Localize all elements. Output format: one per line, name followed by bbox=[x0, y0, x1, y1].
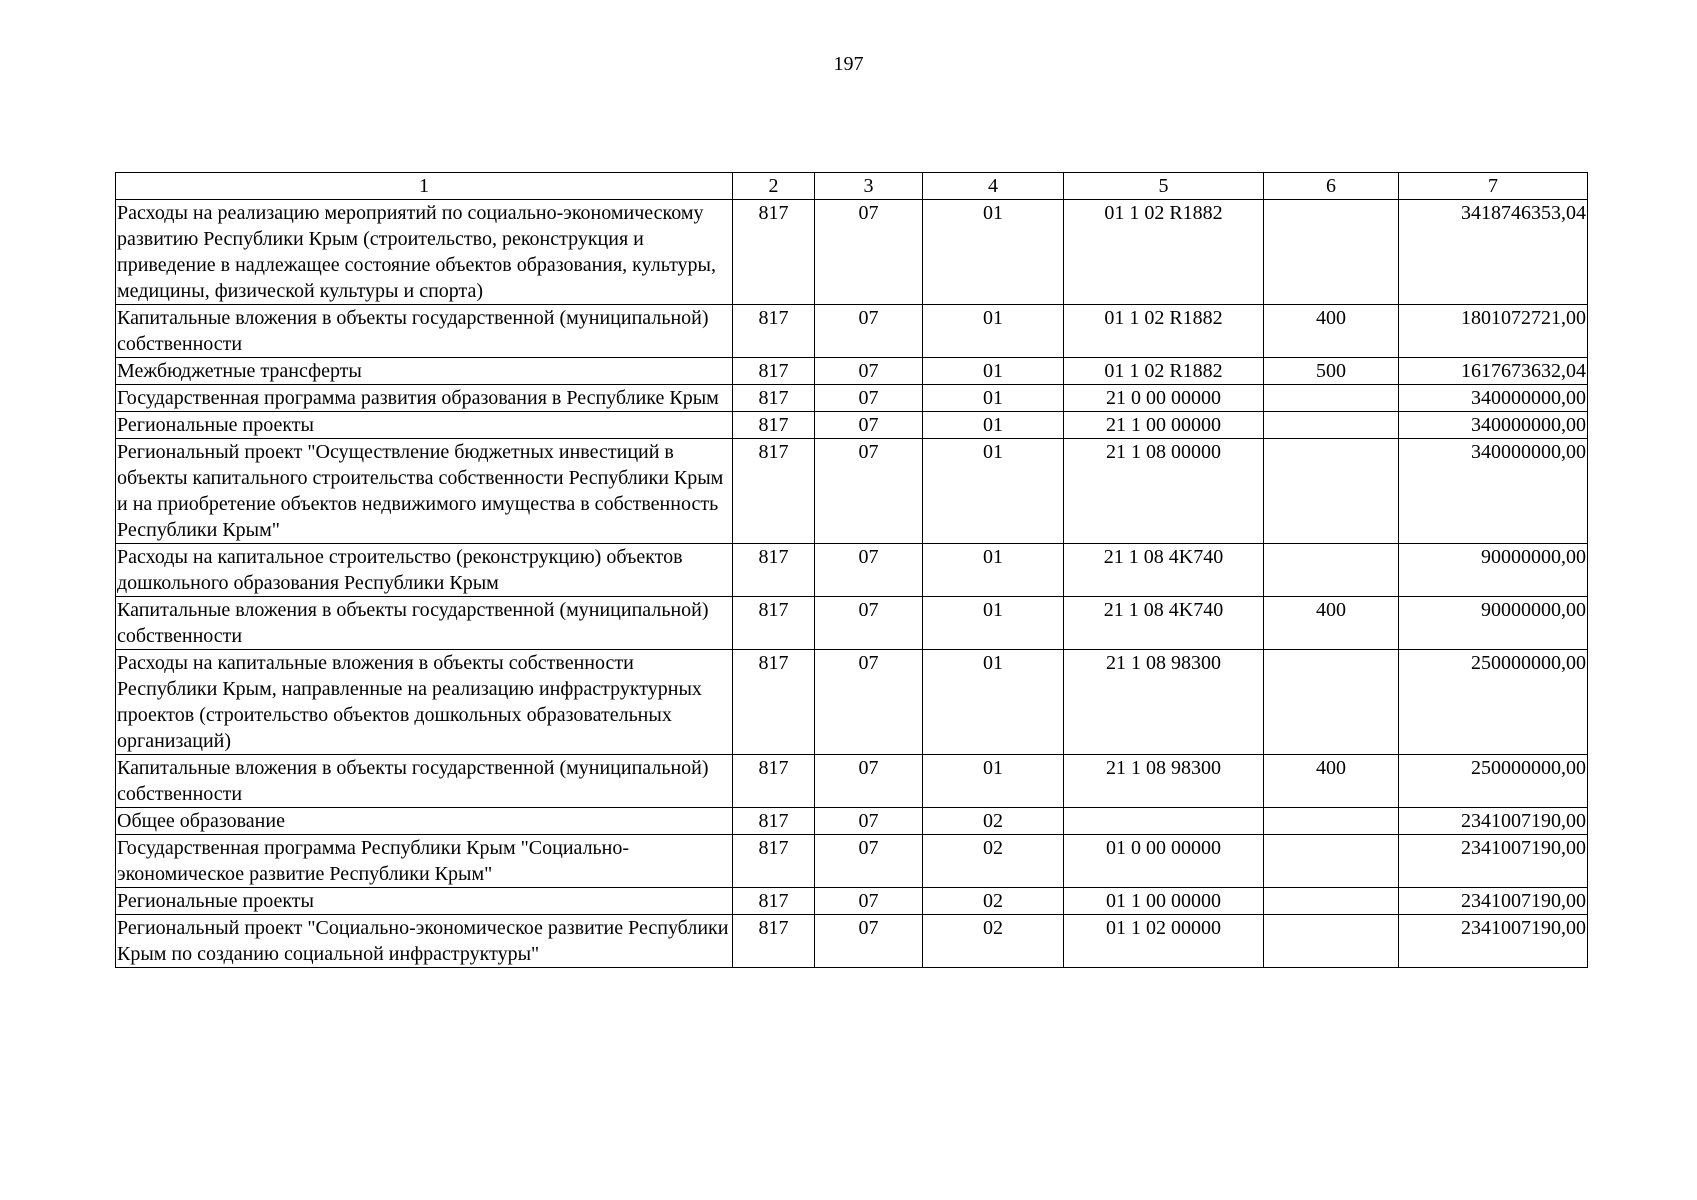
row-col-5: 21 1 08 98300 bbox=[1064, 650, 1264, 755]
row-amount: 1801072721,00 bbox=[1399, 305, 1588, 358]
row-col-3: 07 bbox=[815, 412, 923, 439]
row-description: Региональный проект "Осуществление бюджетных инвестиций в объекты капитального строительства собственности Республики Крым и на приобретение объектов недвижимого имущества в собственность Республики Крым" bbox=[116, 439, 733, 544]
row-col-3: 07 bbox=[815, 650, 923, 755]
table-row bbox=[116, 358, 1588, 385]
row-description: Региональные проекты bbox=[116, 412, 733, 439]
row-col-3: 07 bbox=[815, 544, 923, 597]
row-col-4: 01 bbox=[923, 358, 1064, 385]
row-col-4: 01 bbox=[923, 305, 1064, 358]
row-col-2: 817 bbox=[733, 412, 815, 439]
row-col-2: 817 bbox=[733, 385, 815, 412]
row-description: Расходы на реализацию мероприятий по социально-экономическому развитию Республики Крым (строительство, реконструкция и приведение в надлежащее состояние объектов образования, культуры, медицины, физической культуры и спорта) bbox=[116, 200, 733, 305]
row-col-4: 01 bbox=[923, 200, 1064, 305]
column-header-6: 6 bbox=[1264, 173, 1399, 200]
row-description: Капитальные вложения в объекты государственной (муниципальной) собственности bbox=[116, 597, 733, 650]
row-col-6 bbox=[1264, 385, 1399, 412]
page-number: 197 bbox=[833, 53, 864, 75]
row-col-2: 817 bbox=[733, 200, 815, 305]
row-col-3: 07 bbox=[815, 305, 923, 358]
table-row bbox=[116, 200, 1588, 305]
table-row bbox=[116, 650, 1588, 755]
row-col-6 bbox=[1264, 835, 1399, 888]
row-col-3: 07 bbox=[815, 888, 923, 915]
row-col-6: 400 bbox=[1264, 755, 1399, 808]
row-col-6 bbox=[1264, 915, 1399, 968]
row-amount: 2341007190,00 bbox=[1399, 888, 1588, 915]
row-col-3: 07 bbox=[815, 597, 923, 650]
budget-table bbox=[115, 172, 1588, 968]
row-col-2: 817 bbox=[733, 650, 815, 755]
row-amount: 3418746353,04 bbox=[1399, 200, 1588, 305]
row-description: Региональные проекты bbox=[116, 888, 733, 915]
row-amount: 340000000,00 bbox=[1399, 439, 1588, 544]
row-col-6 bbox=[1264, 439, 1399, 544]
row-col-3: 07 bbox=[815, 385, 923, 412]
row-col-6 bbox=[1264, 200, 1399, 305]
table-row bbox=[116, 808, 1588, 835]
row-col-5 bbox=[1064, 808, 1264, 835]
row-col-2: 817 bbox=[733, 597, 815, 650]
row-col-4: 01 bbox=[923, 385, 1064, 412]
row-amount: 340000000,00 bbox=[1399, 385, 1588, 412]
column-header-1: 1 bbox=[116, 173, 733, 200]
row-col-3: 07 bbox=[815, 808, 923, 835]
row-col-4: 02 bbox=[923, 915, 1064, 968]
row-col-2: 817 bbox=[733, 755, 815, 808]
row-col-2: 817 bbox=[733, 808, 815, 835]
row-col-6: 400 bbox=[1264, 597, 1399, 650]
row-col-2: 817 bbox=[733, 915, 815, 968]
row-col-3: 07 bbox=[815, 358, 923, 385]
row-col-2: 817 bbox=[733, 888, 815, 915]
row-description: Капитальные вложения в объекты государственной (муниципальной) собственности bbox=[116, 755, 733, 808]
row-col-3: 07 bbox=[815, 835, 923, 888]
row-amount: 2341007190,00 bbox=[1399, 915, 1588, 968]
column-header-7: 7 bbox=[1399, 173, 1588, 200]
column-header-2: 2 bbox=[733, 173, 815, 200]
row-col-5: 01 1 02 00000 bbox=[1064, 915, 1264, 968]
table-row bbox=[116, 385, 1588, 412]
header-row bbox=[116, 173, 1588, 200]
table-row bbox=[116, 597, 1588, 650]
table-row bbox=[116, 755, 1588, 808]
row-col-6 bbox=[1264, 888, 1399, 915]
row-description: Государственная программа Республики Крым "Социально-экономическое развитие Республики Крым" bbox=[116, 835, 733, 888]
table-row bbox=[116, 439, 1588, 544]
row-description: Региональный проект "Социально-экономическое развитие Республики Крым по созданию социальной инфраструктуры" bbox=[116, 915, 733, 968]
row-description: Капитальные вложения в объекты государственной (муниципальной) собственности bbox=[116, 305, 733, 358]
row-col-4: 01 bbox=[923, 439, 1064, 544]
row-col-3: 07 bbox=[815, 439, 923, 544]
row-col-4: 01 bbox=[923, 412, 1064, 439]
row-col-3: 07 bbox=[815, 915, 923, 968]
row-description: Общее образование bbox=[116, 808, 733, 835]
row-amount: 90000000,00 bbox=[1399, 544, 1588, 597]
row-col-5: 01 1 02 R1882 bbox=[1064, 358, 1264, 385]
column-header-3: 3 bbox=[815, 173, 923, 200]
row-amount: 2341007190,00 bbox=[1399, 808, 1588, 835]
row-col-5: 21 1 08 98300 bbox=[1064, 755, 1264, 808]
row-amount: 1617673632,04 bbox=[1399, 358, 1588, 385]
row-amount: 250000000,00 bbox=[1399, 650, 1588, 755]
row-col-6: 500 bbox=[1264, 358, 1399, 385]
row-col-4: 01 bbox=[923, 650, 1064, 755]
row-col-5: 01 1 00 00000 bbox=[1064, 888, 1264, 915]
column-header-5: 5 bbox=[1064, 173, 1264, 200]
row-col-6 bbox=[1264, 650, 1399, 755]
row-col-5: 21 1 08 00000 bbox=[1064, 439, 1264, 544]
row-col-2: 817 bbox=[733, 544, 815, 597]
table-row bbox=[116, 888, 1588, 915]
row-col-4: 01 bbox=[923, 597, 1064, 650]
row-col-5: 21 1 08 4K740 bbox=[1064, 597, 1264, 650]
row-description: Расходы на капитальные вложения в объекты собственности Республики Крым, направленные на реализацию инфраструктурных проектов (строительство объектов дошкольных образовательных организаций) bbox=[116, 650, 733, 755]
row-col-3: 07 bbox=[815, 200, 923, 305]
table-row bbox=[116, 544, 1588, 597]
table-row bbox=[116, 412, 1588, 439]
row-description: Расходы на капитальное строительство (реконструкцию) объектов дошкольного образования Республики Крым bbox=[116, 544, 733, 597]
row-col-2: 817 bbox=[733, 439, 815, 544]
row-col-6 bbox=[1264, 544, 1399, 597]
row-col-5: 01 0 00 00000 bbox=[1064, 835, 1264, 888]
row-amount: 2341007190,00 bbox=[1399, 835, 1588, 888]
row-col-2: 817 bbox=[733, 835, 815, 888]
row-col-6 bbox=[1264, 808, 1399, 835]
table-row bbox=[116, 835, 1588, 888]
row-col-6: 400 bbox=[1264, 305, 1399, 358]
table-row bbox=[116, 915, 1588, 968]
row-col-4: 02 bbox=[923, 888, 1064, 915]
table-row bbox=[116, 305, 1588, 358]
row-col-5: 21 1 00 00000 bbox=[1064, 412, 1264, 439]
row-amount: 90000000,00 bbox=[1399, 597, 1588, 650]
row-col-4: 01 bbox=[923, 755, 1064, 808]
row-amount: 340000000,00 bbox=[1399, 412, 1588, 439]
row-col-5: 01 1 02 R1882 bbox=[1064, 305, 1264, 358]
row-col-6 bbox=[1264, 412, 1399, 439]
row-description: Межбюджетные трансферты bbox=[116, 358, 733, 385]
row-col-3: 07 bbox=[815, 755, 923, 808]
row-col-4: 02 bbox=[923, 835, 1064, 888]
row-col-4: 02 bbox=[923, 808, 1064, 835]
row-col-4: 01 bbox=[923, 544, 1064, 597]
row-description: Государственная программа развития образования в Республике Крым bbox=[116, 385, 733, 412]
row-col-5: 21 1 08 4K740 bbox=[1064, 544, 1264, 597]
row-col-5: 21 0 00 00000 bbox=[1064, 385, 1264, 412]
column-header-4: 4 bbox=[923, 173, 1064, 200]
row-col-2: 817 bbox=[733, 305, 815, 358]
row-amount: 250000000,00 bbox=[1399, 755, 1588, 808]
row-col-5: 01 1 02 R1882 bbox=[1064, 200, 1264, 305]
row-col-2: 817 bbox=[733, 358, 815, 385]
